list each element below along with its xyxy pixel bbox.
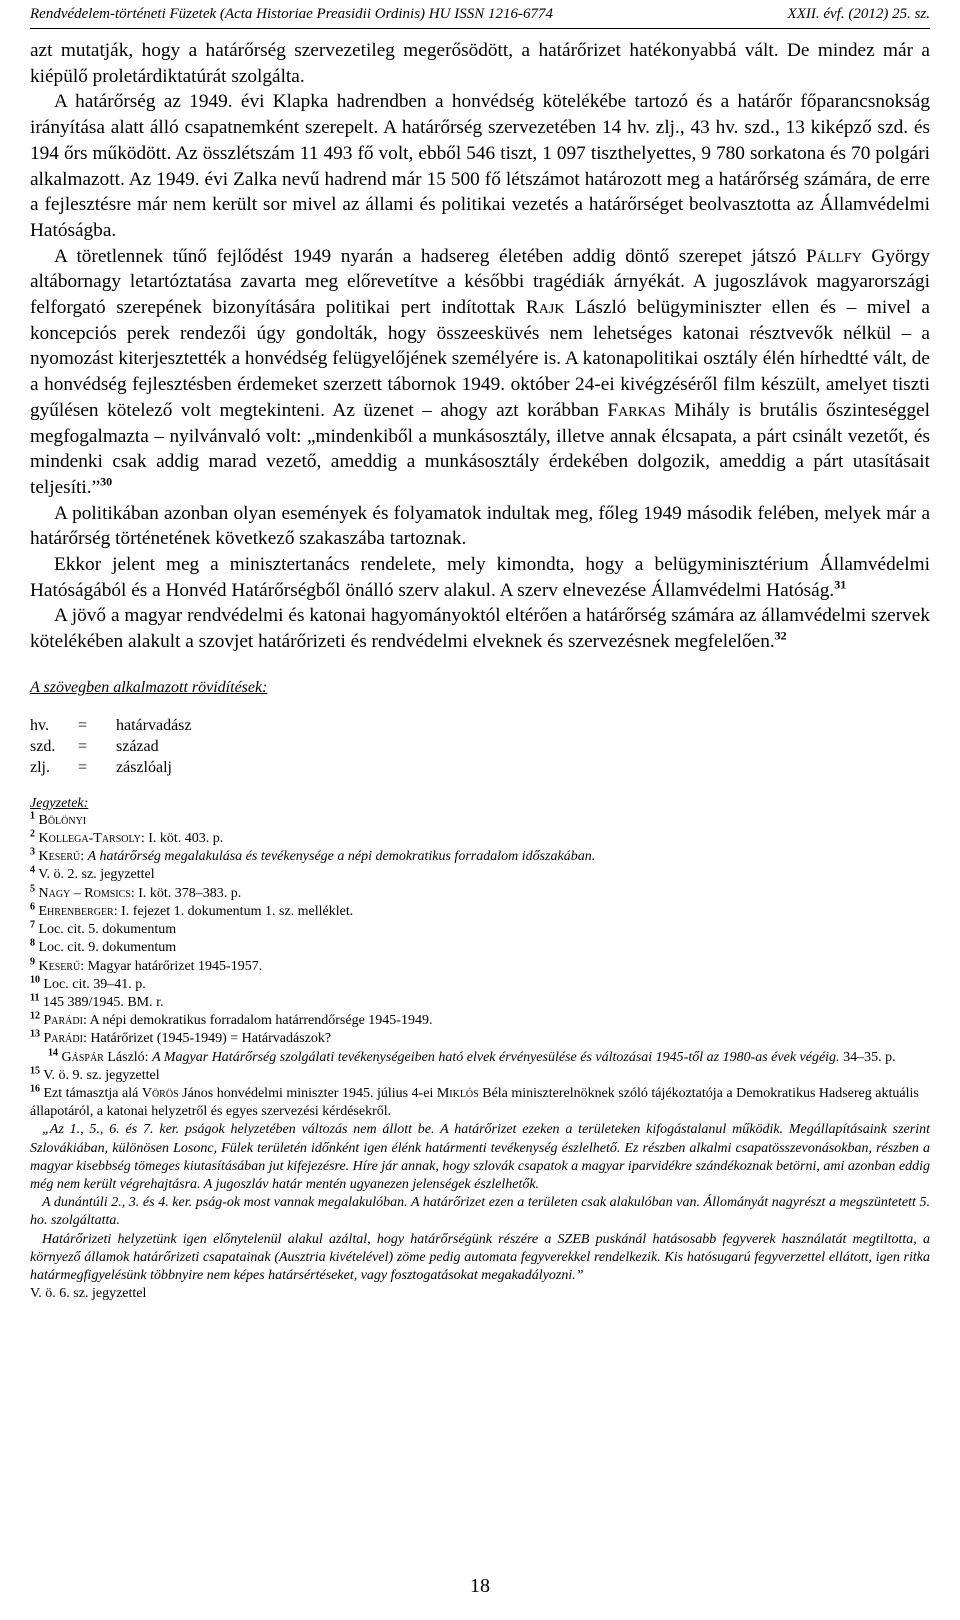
note-16-quote-2: A dunántúli 2., 3. és 4. ker. pság-ok most vannak megalakulóban. A határőrizet ezen a területen csak alakulóban van. Állományát nagyrészt a megszüntetett 5. ho. szolgáltatta.: [30, 1195, 930, 1229]
note-15: $^{15}$ V. ö. 9. sz. jegyzettel: [30, 1065, 160, 1083]
note-10: $^{10}$ Loc. cit. 39–41. p.: [30, 974, 146, 992]
page-content: [30, 38, 930, 1303]
note-16-quote-3: Határőrizeti helyzetünk igen előnytelenül alakul azáltal, hogy határőrségünk részére a SZEB puskánál hatásosabb fegyverek használatát megtiltotta, a környező államok határőrizeti csapatainak (Ausztria kivételével) zöme pedig automata fegyverekkel rendelkezik. Kis hatósugarú fegyverzettel ellátott, igen ritka határmegfigyelésünk többnyire nem képes határsértéseket, vagy fosztogatásokat megakadályozni.”: [30, 1231, 930, 1283]
body-text: [30, 38, 930, 655]
name-rajk: Rajk: [525, 297, 565, 319]
name-pallfy: Pállfy: [806, 245, 862, 267]
notes-list: [30, 812, 930, 1303]
note-11: $^{11}$ 145 389/1945. BM. r.: [30, 992, 164, 1010]
footnote-ref-31[interactable]: 31: [834, 577, 847, 592]
paragraph-5: Ekkor jelent meg a minisztertanács rendelete, mely kimondta, hogy a belügyminisztérium Államvédelmi Hatóságából és a Honvéd Határőrségből önálló szerv alakul. A szerv elnevezése Államvédelmi Hatóság.$^{31}$: [30, 554, 930, 601]
note-16-quote-1: „Az 1., 5., 6. és 7. ker. pságok helyzetében változás nem állott be. A határőrizet ezeken a területeken kifogástalanul működik. Megállapításaink szerint Szlovákiában, különösen Losonc, Fülek területén időnként igen élénk határmenti tevékenység észlelhető. Ez részben alkalmi csapatösszevonásokban, részben a magyar kisebbség tömeges kiutasításában jut kifejezésre. Híre jár annak, hogy szlovák csapatok a magyar iparvidékre szándékoznak betörni, ami azonban eddig még nem került végrehajtásra. A jugoszláv határ mentén ugyanezen jelenségek észlelhetők.: [30, 1122, 930, 1192]
note-2: $^2$ Kollega-Tarsoly: I. köt. 403. p.: [30, 828, 224, 847]
note-12: $^{12}$ Parádi: A népi demokratikus forradalom határrendőrsége 1945-1949.: [30, 1010, 433, 1029]
paragraph-4: A politikában azonban olyan események és folyamatok indultak meg, főleg 1949 második felében, melyek már a határőrség történetének következő szakaszába tartoznak.: [30, 502, 930, 550]
note-6: $^6$ Ehrenberger: I. fejezet 1. dokumentum 1. sz. melléklet.: [30, 901, 354, 919]
abbreviations-title: A szövegben alkalmazott rövidítések:: [30, 678, 268, 696]
note-1: $^1$ Bölönyi: [30, 810, 87, 828]
abbreviation-row: szd. = század: [30, 737, 159, 755]
note-16-reference: V. ö. 6. sz. jegyzettel: [30, 1286, 147, 1302]
running-header: [30, 4, 930, 29]
footnote-ref-30[interactable]: 30: [100, 474, 113, 489]
note-14: $^{14}$ Gáspár László: A Magyar Határőrség szolgálati tevékenységeiben ható elvek érvényesülése és változásai 1945-től az 1980-as évek végéig. 34–35. p.: [48, 1046, 896, 1065]
notes-title: Jegyzetek:: [30, 795, 89, 811]
abbreviations-table: [30, 715, 200, 778]
note-9: $^9$ Keserű: Magyar határőrizet 1945-1957.: [30, 955, 263, 974]
abbreviation-row: hv. = határvadász: [30, 716, 192, 734]
note-4: $^4$ V. ö. 2. sz. jegyzettel: [30, 864, 155, 883]
note-16: $^{16}$ Ezt támasztja alá Vörös János honvédelmi miniszter 1945. július 4-ei Miklós Béla miniszterelnöknek szóló tájékoztatója a Demokratikus Hadsereg aktuális állapotáról, a katonai helyzetről és egyes szervezési kérdésekről.: [30, 1083, 919, 1120]
header-volume: XXII. évf. (2012) 25. sz.: [787, 6, 930, 22]
note-8: $^8$ Loc. cit. 9. dokumentum: [30, 937, 177, 956]
abbreviation-row: zlj. = zászlóalj: [30, 758, 172, 776]
footnote-ref-32[interactable]: 32: [774, 628, 787, 643]
paragraph-2: A határőrség az 1949. évi Klapka hadrendben a honvédség kötelékébe tartozó és a határőr főparancsnokság irányítása alatt álló csapatnemként szerepelt. A határőrség szervezetében 14 hv. zlj., 43 hv. szd., 13 kiképző szd. és 194 őrs működött. Az összlétszám 11 493 fő volt, ebből 546 tiszt, 1 097 tiszthelyettes, 9 780 sorkatona és 70 polgári alkalmazott. Az 1949. évi Zalka nevű hadrend már 15 500 fő létszámot határozott meg a határőrség számára, de erre a fejlesztésre már nem került sor mivel az állami és politikai vezetés a határőrséget beolvasztotta az Államvédelmi Hatóságba.: [30, 91, 930, 241]
paragraph-1: azt mutatják, hogy a határőrség szervezetileg megerősödött, a határőrizet hatékonyabbá vált. De mindez már a kiépülő proletárdiktatúrát szolgálta.: [30, 40, 930, 87]
note-5: $^5$ Nagy – Romsics: I. köt. 378–383. p.: [30, 883, 242, 901]
note-13: $^{13}$ Parádi: Határőrizet (1945-1949) = Határvadászok?: [30, 1028, 332, 1047]
note-3: $^3$ Keserű: A határőrség megalakulása és tevékenysége a népi demokratikus forradalom időszakában.: [30, 846, 596, 865]
header-journal: Rendvédelem-történeti Füzetek (Acta Historiae Preasidii Ordinis) HU ISSN 1216-6774: [30, 6, 553, 22]
note-7: $^7$ Loc. cit. 5. dokumentum: [30, 919, 177, 938]
paragraph-6: A jövő a magyar rendvédelmi és katonai hagyományoktól eltérően a határőrség számára az államvédelmi szervek kötelékében alakult a szovjet határőrizeti és rendvédelmi elveknek és szervezésnek megfelelően.$^{32}$: [30, 605, 930, 653]
page-number: 18: [470, 1575, 490, 1597]
name-farkas: Farkas: [607, 399, 666, 421]
paragraph-3: A töretlennek tűnő fejlődést 1949 nyarán a hadsereg életében addig döntő szerepet játszó Pállfy György altábornagy letartóztatása zavarta meg előrevetítve a későbbi tragédiák árnyékát. A jugoszlávok magyarországi felforgató szerepének bizonyítására politikai pert indítottak Rajk László belügyminiszter ellen és – mivel a koncepciós perek rendezői úgy gondolták, hogy összeesküvés nem lehetséges katonai résztvevők nélkül – a nyomozást kiterjesztették a honvédség felügyelőjének személyére is. A katonapolitikai osztály élén hírhedtté vált, de a honvédség fejlesztésben érdemeket szerzett tábornok 1949. október 24-ei kivégzéséről film készült, amelyet tiszti gyűlésen kötelező volt megtekinteni. Az üzenet – ahogy azt korábban Farkas Mihály is brutális őszinteséggel megfogalmazta – nyilvánvaló volt: „mindenkiből a munkásosztály, illetve annak élcsapata, a párt csinált vezetőt, és mindenki csak addig marad vezető, ameddig a munkásosztály érdekében dolgozik, ameddig a párt utasításait teljesíti.”$^{30}$: [30, 245, 931, 498]
